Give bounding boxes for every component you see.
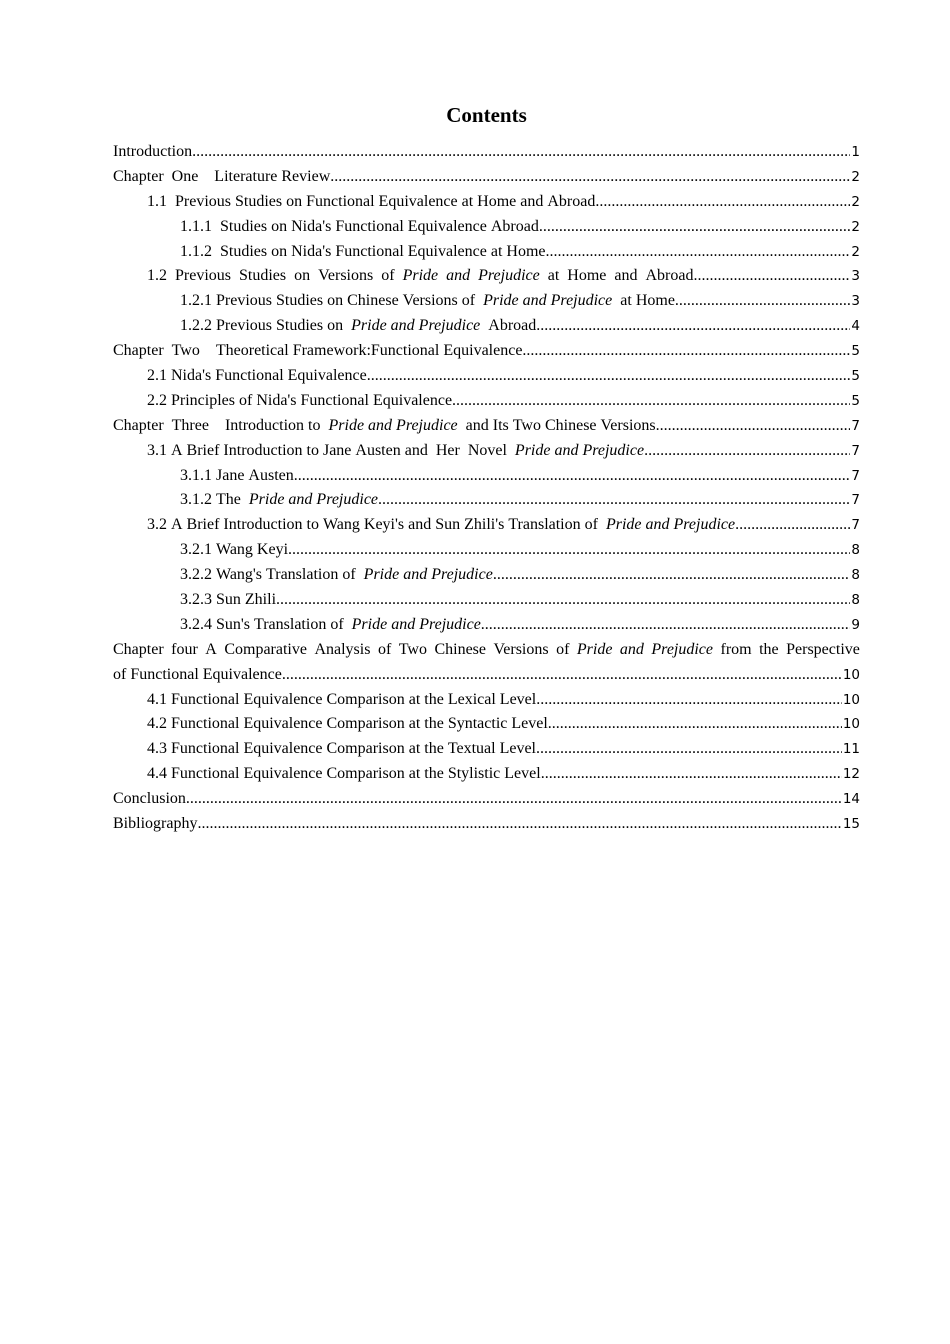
toc-entry-ch2[interactable] [113, 339, 860, 364]
title-word: Chinese [434, 640, 486, 658]
toc-entry-title [113, 638, 860, 663]
toc-entry-s2-1[interactable] [113, 364, 860, 389]
toc-entry-title [180, 314, 536, 339]
toc-page-number: 2 [851, 168, 860, 185]
dot-leader [288, 538, 850, 563]
toc-page-number: 2 [851, 218, 860, 235]
toc-entry-s3-2-1[interactable] [113, 538, 860, 563]
toc-entry-s4-1[interactable] [113, 688, 860, 713]
title-text: 1.2.1 Previous Studies on Chinese Versions of [180, 292, 484, 310]
italic-book-title: Pride and Prejudice [248, 491, 379, 509]
toc-entry-title [147, 762, 541, 787]
italic-title-word: Prejudice [651, 640, 714, 658]
title-text: 1.1.2 Studies on Nida's Functional Equivalence at Home [180, 242, 546, 260]
dot-leader [735, 513, 850, 538]
italic-book-title: Pride and Prejudice [402, 267, 540, 285]
title-word: from [720, 640, 752, 658]
italic-book-title: Pride and Prejudice [363, 566, 493, 584]
title-word: of [377, 640, 392, 658]
title-word: Versions [493, 640, 549, 658]
title-text: Chapter Two Theoretical Framework:Functional Equivalence [113, 342, 523, 360]
toc-page-number: 3 [851, 293, 860, 310]
dot-leader [536, 314, 850, 339]
dot-leader [539, 215, 851, 240]
title-text: 4.2 Functional Equivalence Comparison at the Syntactic Level [147, 715, 548, 733]
toc-entry-title [147, 264, 693, 289]
dot-leader [693, 264, 850, 289]
title-word: of [556, 640, 570, 658]
toc-entry-s4-2[interactable] [113, 712, 860, 737]
toc-entry-title [180, 488, 378, 513]
title-word: Comparative [224, 640, 307, 658]
dot-leader [481, 613, 851, 638]
title-text: 3.1 A Brief Introduction to Jane Austen and Her Novel [147, 441, 515, 459]
title-word: A [205, 640, 217, 658]
title-text: at Home [612, 292, 675, 310]
toc-entry-s1-2-2[interactable] [113, 314, 860, 339]
toc-page-number: 2 [851, 243, 860, 260]
title-word: Chapter [113, 640, 164, 658]
title-text: 4.3 Functional Equivalence Comparison at the Textual Level [147, 740, 536, 758]
title-text: 1.1 Previous Studies on Functional Equivalence at Home and Abroad [147, 192, 596, 210]
title-text: Bibliography [113, 815, 198, 833]
title-text: 3.1.1 Jane Austen [180, 466, 294, 484]
toc-page-number: 9 [851, 616, 860, 633]
toc-entry-title [180, 588, 276, 613]
title-word: four [171, 640, 198, 658]
toc-page-number: 2 [851, 193, 860, 210]
title-text: 3.2.3 Sun Zhili [180, 591, 277, 609]
title-text: Introduction [113, 143, 193, 160]
title-text: 3.2.4 Sun's Translation of [180, 615, 352, 633]
dot-leader [522, 339, 850, 364]
toc-entry-title [147, 513, 735, 538]
title-text: 4.4 Functional Equivalence Comparison at the Stylistic Level [147, 765, 541, 783]
title-word: Analysis [314, 640, 371, 658]
toc-entry-ch1[interactable] [113, 165, 860, 190]
title-text: 1.2 Previous Studies on Versions of [147, 267, 403, 285]
toc-entry-biblio[interactable] [113, 812, 860, 837]
toc-entry-s3-2-4[interactable] [113, 613, 860, 638]
toc-page-number: 14 [842, 791, 860, 808]
toc-entry-s1-1[interactable] [113, 190, 860, 215]
toc-entry-s3-1-2[interactable] [113, 488, 860, 513]
toc-page-number: 10 [842, 691, 860, 708]
dot-leader [192, 140, 850, 165]
toc-entry-s4-3[interactable] [113, 737, 860, 762]
toc-page-number: 5 [851, 368, 860, 385]
toc-entry-title [113, 663, 282, 688]
toc-entry-ch4a[interactable] [113, 638, 860, 663]
title-text: 2.2 Principles of Nida's Functional Equivalence [147, 391, 453, 409]
dot-leader [294, 464, 851, 489]
toc-entry-s4-4[interactable] [113, 762, 860, 787]
title-word: Two [398, 640, 427, 658]
toc-entry-title [147, 712, 548, 737]
toc-entry-title [147, 688, 536, 713]
dot-leader [595, 190, 850, 215]
dot-leader [545, 240, 850, 265]
toc-entry-ch4b[interactable] [113, 663, 860, 688]
toc-entry-title [113, 414, 656, 439]
dot-leader [536, 737, 842, 762]
toc-entry-title [113, 165, 330, 190]
title-text: 2.1 Nida's Functional Equivalence [147, 367, 367, 385]
title-text: at Home and Abroad [539, 267, 694, 285]
toc-page-number: 7 [851, 492, 860, 509]
italic-title-word: Pride [576, 640, 613, 658]
dot-leader [548, 712, 842, 737]
toc-entry-title [147, 389, 452, 414]
title-text: 3.1.2 The [180, 491, 249, 509]
italic-book-title: Pride and Prejudice [483, 292, 613, 310]
toc-entry-s3-1[interactable] [113, 439, 860, 464]
toc-page-number: 8 [851, 542, 860, 559]
toc-entry-title [180, 215, 539, 240]
title-text: 1.1.1 Studies on Nida's Functional Equivalence Abroad [180, 217, 539, 235]
toc-entry-s1-2-1[interactable] [113, 289, 860, 314]
title-text: 4.1 Functional Equivalence Comparison at the Lexical Level [147, 690, 537, 708]
title-text: Abroad [480, 317, 537, 335]
italic-title-word: and [619, 640, 644, 658]
toc-entry-s1-2[interactable] [113, 264, 860, 289]
page-title: Contents [446, 103, 527, 127]
title-text: and Its Two Chinese Versions [457, 416, 656, 434]
dot-leader [367, 364, 851, 389]
toc-entry-title [147, 364, 367, 389]
toc-page-number: 12 [842, 766, 860, 783]
toc-page-number: 3 [851, 268, 860, 285]
toc-page-number: 7 [851, 467, 860, 484]
toc-entry-title [180, 538, 288, 563]
toc-entry-title [147, 190, 595, 215]
title-text: Chapter Three Introduction to [113, 416, 329, 434]
toc-page-number: 5 [851, 343, 860, 360]
toc-page-number: 7 [851, 442, 860, 459]
dot-leader [656, 414, 851, 439]
toc-entry-s1-1-2[interactable] [113, 240, 860, 265]
table-of-contents [113, 140, 860, 837]
toc-entry-s2-2[interactable] [113, 389, 860, 414]
dot-leader [541, 762, 842, 787]
italic-book-title: Pride and Prejudice [351, 317, 481, 335]
dot-leader [378, 488, 850, 513]
title-text: 1.2.2 Previous Studies on [180, 317, 352, 335]
toc-entry-title [180, 464, 294, 489]
title-text: 3.2.2 Wang's Translation of [180, 566, 364, 584]
toc-entry-title [113, 140, 192, 165]
italic-book-title: Pride and Prejudice [514, 441, 645, 459]
toc-entry-title [180, 240, 545, 265]
toc-entry-title [180, 613, 481, 638]
toc-entry-s3-2-2[interactable] [113, 563, 860, 588]
dot-leader [536, 688, 842, 713]
dot-leader [493, 563, 851, 588]
toc-entry-title [147, 439, 644, 464]
toc-entry-title [180, 563, 493, 588]
toc-entry-s3-2-3[interactable] [113, 588, 860, 613]
toc-page-number: 7 [851, 517, 860, 534]
toc-page-number: 7 [851, 417, 860, 434]
toc-page-number: 8 [851, 567, 860, 584]
italic-book-title: Pride and Prejudice [328, 416, 458, 434]
dot-leader [276, 588, 850, 613]
toc-entry-s3-1-1[interactable] [113, 464, 860, 489]
dot-leader [186, 787, 842, 812]
toc-page-number: 5 [851, 392, 860, 409]
toc-entry-title [113, 339, 522, 364]
title-text: Chapter One Literature Review [113, 167, 331, 185]
toc-page-number: 15 [842, 816, 860, 833]
toc-entry-intro[interactable] [113, 140, 860, 165]
title-text: 3.2.1 Wang Keyi [180, 541, 289, 559]
title-text: Conclusion [113, 790, 186, 808]
dot-leader [452, 389, 850, 414]
toc-page-number: 1 [851, 144, 860, 160]
toc-page-number: 4 [851, 318, 860, 335]
toc-entry-s3-2[interactable] [113, 513, 860, 538]
title-word: the [759, 640, 779, 658]
toc-entry-title [180, 289, 675, 314]
italic-book-title: Pride and Prejudice [605, 516, 736, 534]
toc-page-number: 10 [842, 666, 860, 683]
toc-page-number: 11 [842, 741, 860, 758]
dot-leader [197, 812, 841, 837]
toc-entry-title [113, 787, 186, 812]
toc-entry-s1-1-1[interactable] [113, 215, 860, 240]
toc-entry-title [113, 812, 197, 837]
dot-leader [330, 165, 850, 190]
dot-leader [644, 439, 850, 464]
italic-book-title: Pride and Prejudice [351, 615, 481, 633]
toc-entry-title [147, 737, 536, 762]
dot-leader [282, 663, 842, 688]
toc-page-number: 10 [842, 716, 860, 733]
toc-page-number: 8 [851, 592, 860, 609]
title-word: Perspective [786, 640, 860, 658]
dot-leader [675, 289, 850, 314]
toc-entry-ch3[interactable] [113, 414, 860, 439]
title-text: of Functional Equivalence [113, 665, 282, 683]
toc-entry-concl[interactable] [113, 787, 860, 812]
title-text: 3.2 A Brief Introduction to Wang Keyi's and Sun Zhili's Translation of [147, 516, 606, 534]
